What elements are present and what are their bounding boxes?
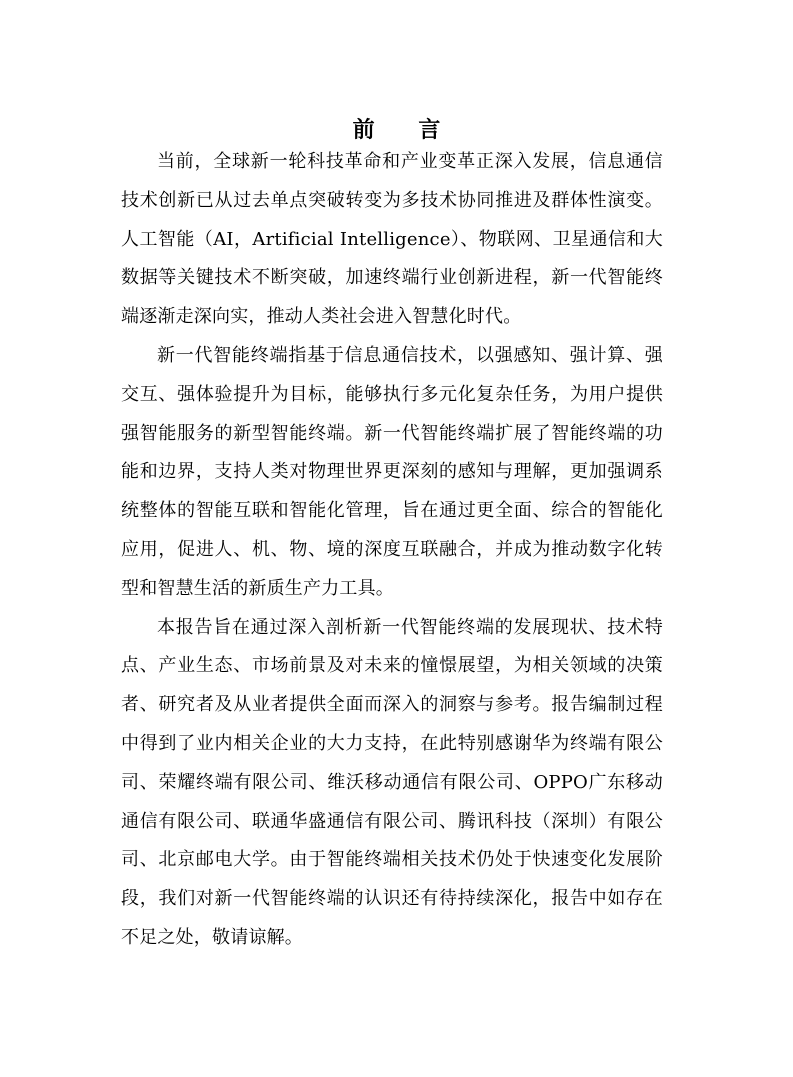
page-title: 前 言 xyxy=(352,117,459,143)
body-text xyxy=(121,143,663,958)
paragraph-2: 新一代智能终端指基于信息通信技术，以强感知、强计算、强交互、强体验提升为目标，能够执行多元化复杂任务，为用户提供强智能服务的新型智能终端。新一代智能终端扩展了智能终端的功能和边界，支持人类对物理世界更深刻的感知与理解，更加强调系统整体的智能互联和智能化管理，旨在通过更全面、综合的智能化应用，促进人、机、物、境的深度互联融合，并成为推动数字化转型和智慧生活的新质生产力工具。 xyxy=(121,344,663,599)
paragraph-1: 当前，全球新一轮科技革命和产业变革正深入发展，信息通信技术创新已从过去单点突破转变为多技术协同推进及群体性演变。人工智能（AI，Artificial Intelligence）、物联网、卫星通信和大数据等关键技术不断突破，加速终端行业创新进程，新一代智能终端逐渐走深向实，推动人类社会进入智慧化时代。 xyxy=(121,151,663,328)
paragraph-3: 本报告旨在通过深入剖析新一代智能终端的发展现状、技术特点、产业生态、市场前景及对未来的憧憬展望，为相关领域的决策者、研究者及从业者提供全面而深入的洞察与参考。报告编制过程中得到了业内相关企业的大力支持，在此特别感谢华为终端有限公司、荣耀终端有限公司、维沃移动通信有限公司、OPPO广东移动通信有限公司、联通华盛通信有限公司、腾讯科技（深圳）有限公司、北京邮电大学。由于智能终端相关技术仍处于快速变化发展阶段，我们对新一代智能终端的认识还有待持续深化，报告中如存在不足之处，敬请谅解。 xyxy=(121,616,663,948)
